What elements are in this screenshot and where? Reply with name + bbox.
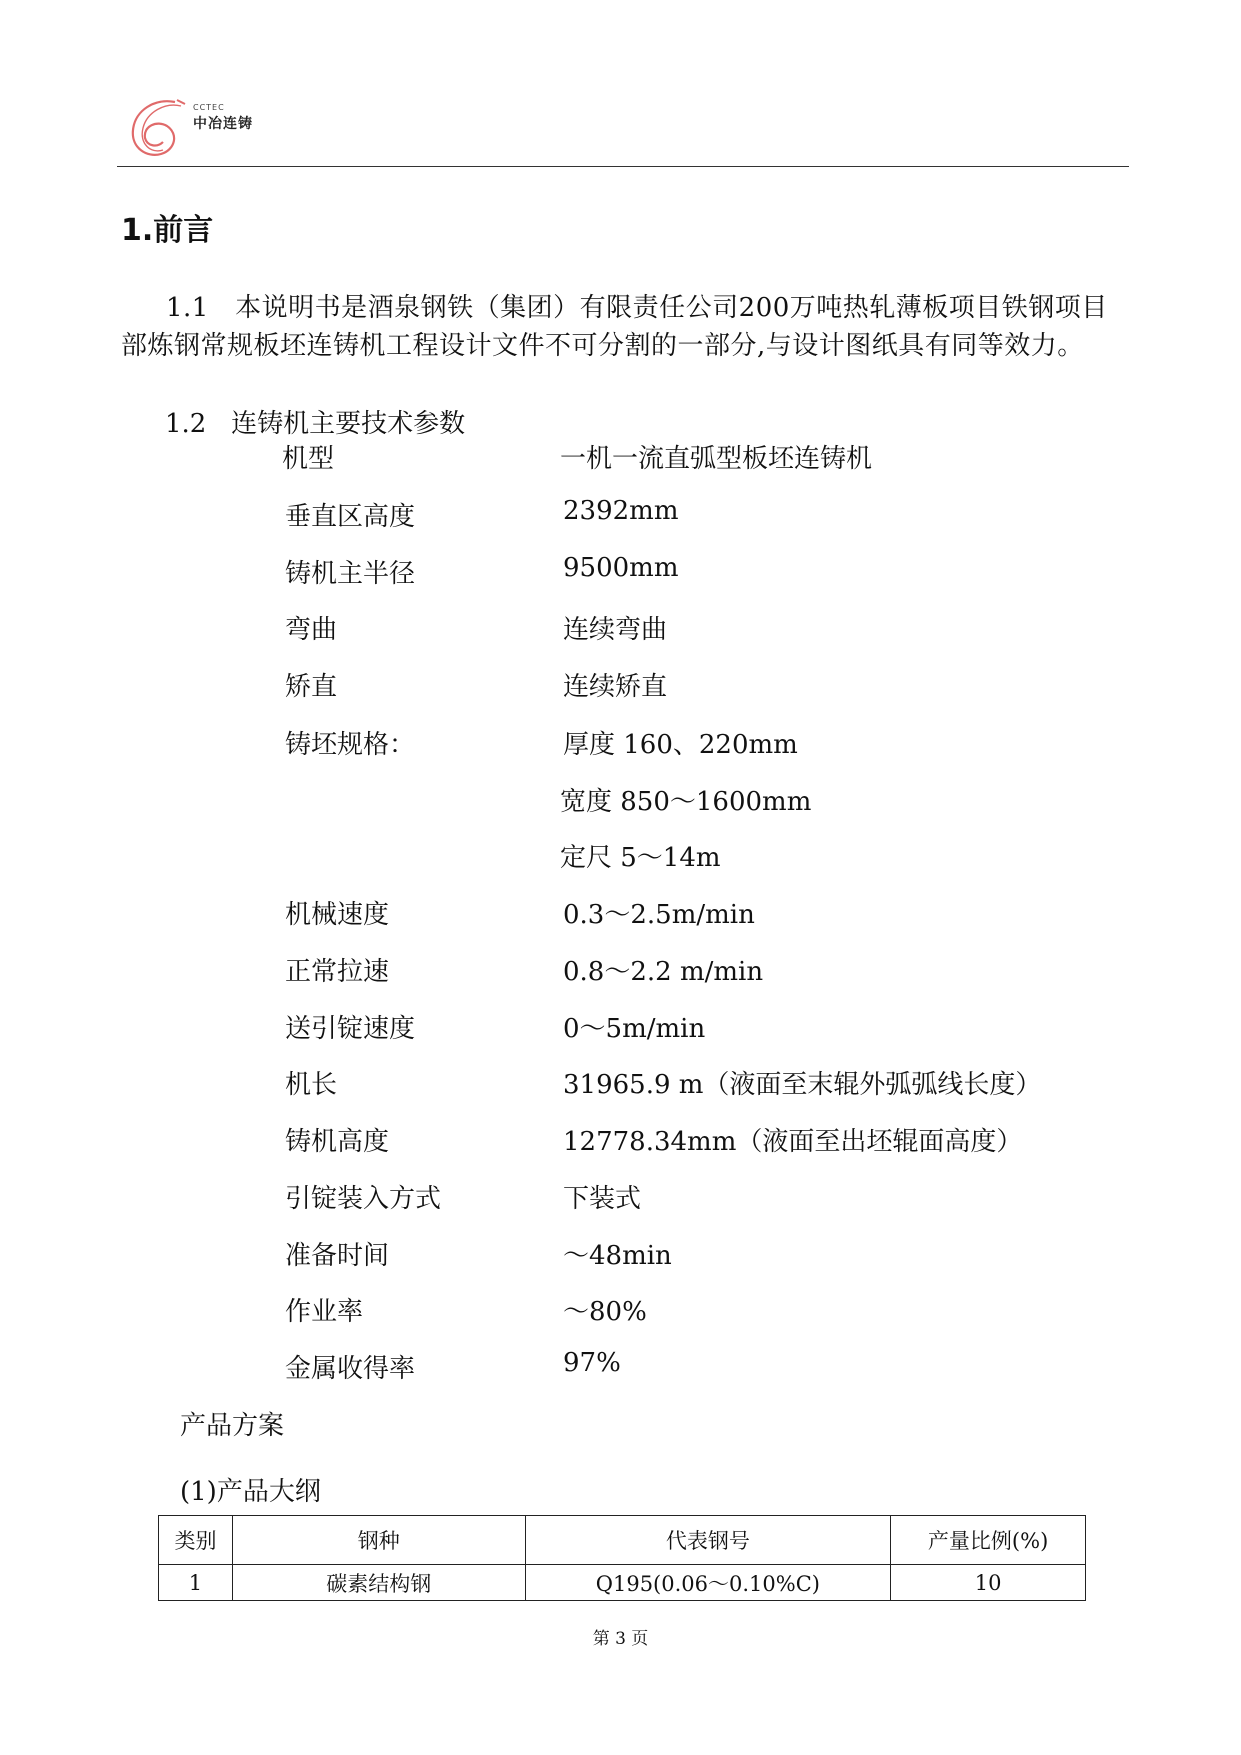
subsection-title: 连铸机主要技术参数 xyxy=(231,409,466,439)
table-header-row xyxy=(159,1516,1086,1565)
section-heading: 1.前言 xyxy=(121,213,214,248)
spec-label: 铸坯规格： xyxy=(285,730,416,760)
spec-value: 0～5m/min xyxy=(563,1014,706,1044)
spec-value: 31965.9 m（液面至末辊外弧弧线长度） xyxy=(563,1070,1042,1100)
spec-value: 定尺 5～14m xyxy=(560,843,721,873)
spec-value: 厚度 160、220mm xyxy=(563,730,798,760)
spec-label: 铸机高度 xyxy=(285,1127,390,1157)
spec-value: 一机一流直弧型板坯连铸机 xyxy=(560,444,873,474)
spec-label: 机型 xyxy=(282,444,335,474)
table-row xyxy=(159,1565,1086,1601)
spec-value: ～48min xyxy=(563,1241,672,1271)
spec-label: 作业率 xyxy=(285,1297,364,1327)
spec-label: 弯曲 xyxy=(285,615,338,645)
spec-label: 送引锭速度 xyxy=(285,1014,416,1044)
page-number: 第 3 页 xyxy=(592,1629,649,1649)
column-header: 代表钢号 xyxy=(525,1516,891,1565)
column-header: 钢种 xyxy=(232,1516,525,1565)
intro-paragraph xyxy=(121,289,1131,365)
cctec-logo-icon xyxy=(125,94,189,160)
spec-label: 铸机主半径 xyxy=(285,559,416,589)
spec-value: 连续矫直 xyxy=(563,672,668,702)
spec-value: 12778.34mm（液面至出坯辊面高度） xyxy=(563,1127,1023,1157)
spec-label: 金属收得率 xyxy=(285,1354,416,1384)
spec-label: 正常拉速 xyxy=(285,957,390,987)
table-cell: 碳素结构钢 xyxy=(232,1565,525,1601)
intro-text: 本说明书是酒泉钢铁（集团）有限责任公司200万吨热轧薄板项目铁钢项目部炼钢常规板坯连铸机工程设计文件不可分割的一部分,与设计图纸具有同等效力。 xyxy=(121,293,1108,361)
spec-label: 机长 xyxy=(285,1070,338,1100)
spec-label: 引锭装入方式 xyxy=(285,1184,442,1214)
spec-label: 垂直区高度 xyxy=(285,502,416,532)
spec-value: 宽度 850～1600mm xyxy=(560,787,812,817)
spec-value: ～80% xyxy=(563,1297,647,1327)
subsection-heading xyxy=(165,403,465,440)
product-outline-label: (1)产品大纲 xyxy=(180,1477,321,1507)
table-cell: Q195(0.06～0.10%C) xyxy=(525,1565,891,1601)
spec-value: 0.8～2.2 m/min xyxy=(563,957,764,987)
spec-label: 机械速度 xyxy=(285,900,390,930)
table-cell: 1 xyxy=(159,1565,233,1601)
page-header xyxy=(117,88,1129,167)
column-header: 类别 xyxy=(159,1516,233,1565)
spec-label: 准备时间 xyxy=(285,1241,390,1271)
spec-label: 矫直 xyxy=(285,672,338,702)
logo-chinese: 中冶连铸 xyxy=(193,116,253,132)
product-plan-label: 产品方案 xyxy=(180,1411,285,1441)
spec-value: 连续弯曲 xyxy=(563,615,668,645)
logo-text xyxy=(193,103,253,133)
table-cell: 10 xyxy=(891,1565,1086,1601)
spec-value: 0.3～2.5m/min xyxy=(563,900,755,930)
spec-value: 2392mm xyxy=(563,496,679,526)
logo-english: CCTEC xyxy=(193,103,225,112)
spec-value: 9500mm xyxy=(563,553,679,583)
spec-value: 97% xyxy=(563,1348,621,1378)
spec-value: 下装式 xyxy=(563,1184,642,1214)
column-header: 产量比例(%) xyxy=(891,1516,1086,1565)
intro-number: 1.1 xyxy=(166,293,209,323)
subsection-number: 1.2 xyxy=(165,409,207,439)
product-outline-table xyxy=(158,1515,1086,1601)
